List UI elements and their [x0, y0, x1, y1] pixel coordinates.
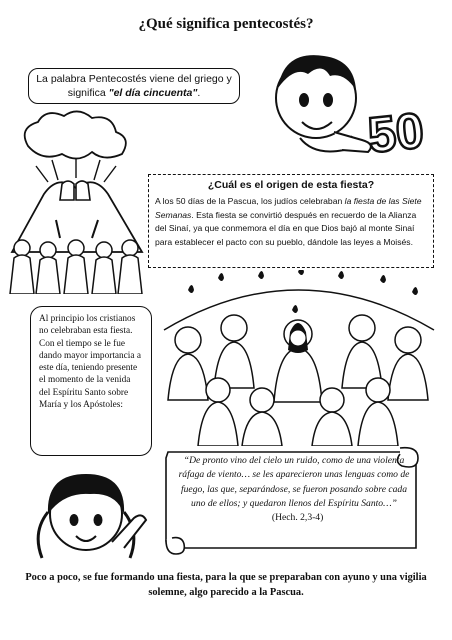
principle-box: Al principio los cristianos no celebraban esta fiesta. Con el tiempo se le fue dando mayor importancia a este día, teniendo presente el momento de la venida del Espíritu Santo sobre María y los Apóstoles:: [30, 306, 152, 456]
boy-illustration: [264, 32, 444, 164]
closing-text: Poco a poco, se fue formando una fiesta, para la que se preparaban con ayuno y una vigilia solemne, algo parecido a la Pascua.: [25, 572, 427, 598]
intro-suffix: .: [197, 87, 201, 99]
origin-text-2: . Esta fiesta se convirtió después en recuerdo de la Alianza del Sinaí, ya que conmemora el día en que Dios bajó al monte Sinaí para establecer el pacto con su pueblo, dándole las leyes a Moisés.: [155, 209, 417, 247]
intro-line-1: La palabra Pentecostés viene del griego y: [36, 73, 232, 85]
origin-text: [155, 195, 427, 249]
page-title: ¿Qué significa pentecostés?: [138, 16, 314, 32]
intro-box: [28, 68, 240, 104]
girl-illustration: [20, 462, 160, 572]
quote-reference: (Hech. 2,3-4): [271, 512, 324, 524]
origin-box: [148, 174, 434, 268]
apostles-illustration: [158, 270, 440, 446]
origin-heading: ¿Cuál es el origen de esta fiesta?: [207, 179, 375, 191]
quote-text: [178, 454, 410, 525]
number-fifty: 50: [365, 102, 427, 164]
mount-sinai-illustration: [8, 108, 146, 294]
intro-prefix: significa: [67, 87, 109, 99]
quote-body: “De pronto vino del cielo un ruido, como de una violenta ráfaga de viento… se les aparecieron unas lenguas como de fuego, las que, separándose, se fueron posando sobre cada uno de ellos; y quedaron llenos del Espíritu Santo…”: [178, 455, 410, 509]
intro-quote: "el día cincuenta": [108, 87, 198, 99]
intro-line-2: [29, 86, 239, 100]
origin-text-1: A los 50 días de la Pascua, los judíos celebraban: [155, 196, 345, 207]
origin-italic: la fiesta de las Siete Semanas: [155, 196, 422, 220]
